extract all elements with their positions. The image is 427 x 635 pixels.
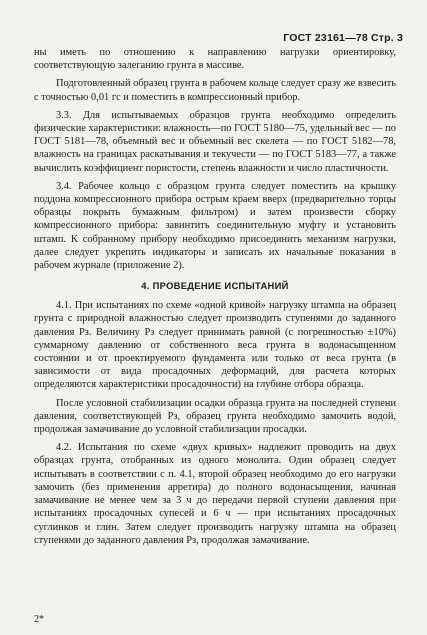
paragraph-3-3: 3.3. Для испытываемых образцов грунта необходимо определить физические характеристики: влажность—по ГОСТ 5180—75, удельный вес — по ГОСТ 5181—78, объемный вес и объемный вес скелета — по ГОСТ 5182—78, влажность на границах раскатывания и текучести — по ГОСТ 5183—77, а также вычислить коэффициент пористости, степень влажности и число пластичности.: [34, 109, 396, 174]
running-header: ГОСТ 23161—78 Стр. 3: [283, 32, 403, 44]
paragraph-sample-weighing: Подготовленный образец грунта в рабочем кольце следует сразу же взвесить с точностью 0,01 гс и поместить в компрессионный прибор.: [34, 78, 396, 103]
paragraph-after-stabilization: После условной стабилизации осадки образца грунта на последней ступени давления, соответствующей Pз, образец грунта необходимо замочить водой, продолжая замачивание до условной стабилизации просадки.: [34, 397, 396, 436]
paragraph-3-4: 3.4. Рабочее кольцо с образцом грунта следует поместить на крышку поддона компрессионного прибора острым краем вверх (предварительно торцы образцы покрыть бумажным фильтром) и затем произвести сборку компрессионного прибора: завинтить соединительную муфту и установить штамп. К собранному прибору необходимо присоединить механизм нагрузки, далее следует укрепить индикаторы и записать их начальные показания в рабочем журнале (приложение 2).: [34, 180, 396, 272]
page-body: [34, 46, 396, 547]
section-heading: 4. ПРОВЕДЕНИЕ ИСПЫТАНИЙ: [141, 280, 289, 292]
signature-mark: 2*: [34, 614, 44, 625]
paragraph-4-2: 4.2. Испытания по схеме «двух кривых» надлежит проводить на двух образцах грунта, отобранных из одного монолита. Один образец следует испытывать в соответствии с п. 4.1, второй образец необходимо до его нагрузки замочить (без применения арретира) до полного водонасыщения, начиная замачивание не менее чем за 3 ч до передачи первой ступени давления при испытаниях просадочных супесей и 6 ч — при испытаниях просадочных суглинков и глин. Затем следует производить нагрузку штампа на образец ступенями до заданного давления Pз, продолжая замачивание.: [34, 442, 396, 546]
paragraph-4-1: 4.1. При испытаниях по схеме «одной кривой» нагрузку штампа на образец грунта с природной влажностью следует производить ступенями до заданного давления Pз. Величину Pз следует принимать равной (с погрешностью ±10%) суммарному давлению от собственного веса грунта в водонасыщенном состоянии и от проектируемого фундамента или только от веса грунта (в зависимости от вида просадочных деформаций, для расчета которых определяются характеристики просадочности) на глубине отбора образца.: [34, 300, 396, 391]
paragraph-continuation: ны иметь по отношению к направлению нагрузки ориентировку, соответствующую залеганию грунта в массиве.: [34, 47, 396, 72]
